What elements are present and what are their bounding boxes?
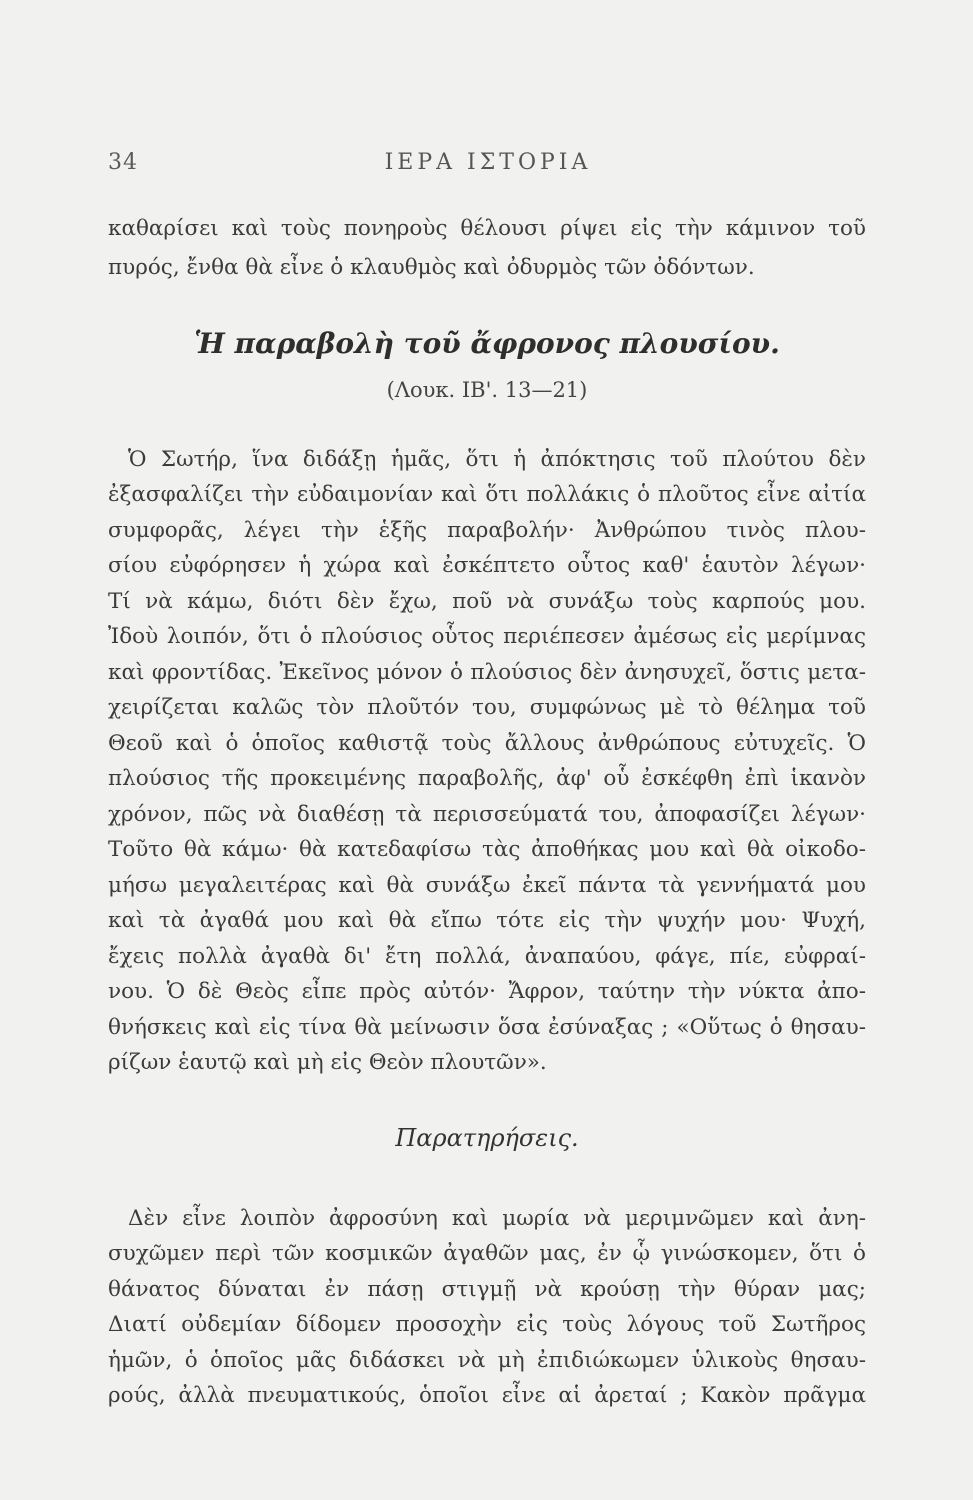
page-header [108, 150, 868, 186]
body-line: Ὁ Σωτήρ, ἵνα διδάξῃ ἡμᾶς, ὅτι ἡ ἀπόκτησις τοῦ πλούτου δὲν [128, 447, 866, 472]
intro-line: πυρός, ἔνθα θὰ εἶνε ὁ κλαυθμὸς καὶ ὀδυρμὸς τῶν ὀδόντων. [108, 255, 755, 280]
observation-line: συχῶμεν περὶ τῶν κοσμικῶν ἀγαθῶν μας, ἐν ᾧ γινώσκομεν, ὅτι ὁ [108, 1241, 866, 1266]
body-line: καὶ φροντίδας. Ἐκεῖνος μόνον ὁ πλούσιος δὲν ἀνησυχεῖ, ὅστις μετα- [108, 660, 866, 685]
observation-line: ἡμῶν, ὁ ὁποῖος μᾶς διδάσκει νὰ μὴ ἐπιδιώκωμεν ὑλικοὺς θησαυ- [108, 1348, 866, 1373]
body-line: Τοῦτο θὰ κάμω· θὰ κατεδαφίσω τὰς ἀποθήκας μου καὶ θὰ οἰκοδο- [108, 837, 866, 862]
observations-title: Παρατηρήσεις. [395, 1124, 579, 1152]
body-line: Θεοῦ καὶ ὁ ὁποῖος καθιστᾷ τοὺς ἄλλους ἀνθρώπους εὐτυχεῖς. Ὁ [108, 731, 866, 756]
body-line: ἐξασφαλίζει τὴν εὐδαιμονίαν καὶ ὅτι πολλάκις ὁ πλοῦτος εἶνε αἰτία [108, 482, 866, 507]
running-title: ΙΕΡΑ ΙΣΤΟΡΙΑ [384, 150, 592, 175]
body-line: ἔχεις πολλὰ ἀγαθὰ δι' ἔτη πολλά, ἀναπαύου, φάγε, πίε, εὐφραί- [108, 944, 866, 969]
page-number: 34 [108, 150, 138, 175]
scripture-reference: (Λουκ. ΙΒ'. 13—21) [386, 378, 588, 402]
observation-line: θάνατος δύναται ἐν πάσῃ στιγμῇ νὰ κρούσῃ τὴν θύραν μας; [108, 1277, 866, 1302]
body-line: ρίζων ἑαυτῷ καὶ μὴ εἰς Θεὸν πλουτῶν». [108, 1050, 547, 1075]
body-line: μήσω μεγαλειτέρας καὶ θὰ συνάξω ἐκεῖ πάντα τὰ γεννήματά μου [108, 873, 866, 898]
body-line: συμφορᾶς, λέγει τὴν ἑξῆς παραβολήν· Ἀνθρώπου τινὸς πλου- [108, 518, 866, 543]
body-line: χειρίζεται καλῶς τὸν πλοῦτόν του, συμφώνως μὲ τὸ θέλημα τοῦ [108, 695, 866, 720]
body-line: πλούσιος τῆς προκειμένης παραβολῆς, ἀφ' οὗ ἐσκέφθη ἐπὶ ἱκανὸν [108, 766, 866, 791]
body-line: Τί νὰ κάμω, διότι δὲν ἔχω, ποῦ νὰ συνάξω τοὺς καρπούς μου. [108, 589, 866, 614]
body-line: χρόνον, πῶς νὰ διαθέσῃ τὰ περισσεύματά του, ἀποφασίζει λέγων· [108, 802, 866, 827]
body-line: σίου εὐφόρησεν ἡ χώρα καὶ ἐσκέπτετο οὗτος καθ' ἑαυτὸν λέγων· [108, 553, 866, 578]
body-line: θνήσκεις καὶ εἰς τίνα θὰ μείνωσιν ὅσα ἐσύναξας ; «Οὕτως ὁ θησαυ- [108, 1015, 866, 1040]
observation-line: Διατί οὐδεμίαν δίδομεν προσοχὴν εἰς τοὺς λόγους τοῦ Σωτῆρος [108, 1312, 866, 1337]
intro-line: καθαρίσει καὶ τοὺς πονηροὺς θέλουσι ρίψει εἰς τὴν κάμινον τοῦ [108, 216, 866, 241]
body-line: Ἰδοὺ λοιπόν, ὅτι ὁ πλούσιος οὗτος περιέπεσεν ἀμέσως εἰς μερίμνας [108, 624, 866, 649]
section-title: Ἡ παραβολὴ τοῦ ἄφρονος πλουσίου. [194, 327, 780, 360]
body-line: καὶ τὰ ἀγαθά μου καὶ θὰ εἴπω τότε εἰς τὴν ψυχήν μου· Ψυχή, [108, 908, 866, 933]
observation-line: ρούς, ἀλλὰ πνευματικούς, ὁποῖοι εἶνε αἱ ἀρεταί ; Κακὸν πρᾶγμα [108, 1383, 866, 1408]
body-line: νου. Ὁ δὲ Θεὸς εἶπε πρὸς αὐτόν· Ἄφρον, ταύτην τὴν νύκτα ἀπο- [108, 979, 866, 1004]
observation-line: Δὲν εἶνε λοιπὸν ἀφροσύνη καὶ μωρία νὰ μεριμνῶμεν καὶ ἀνη- [128, 1206, 866, 1231]
